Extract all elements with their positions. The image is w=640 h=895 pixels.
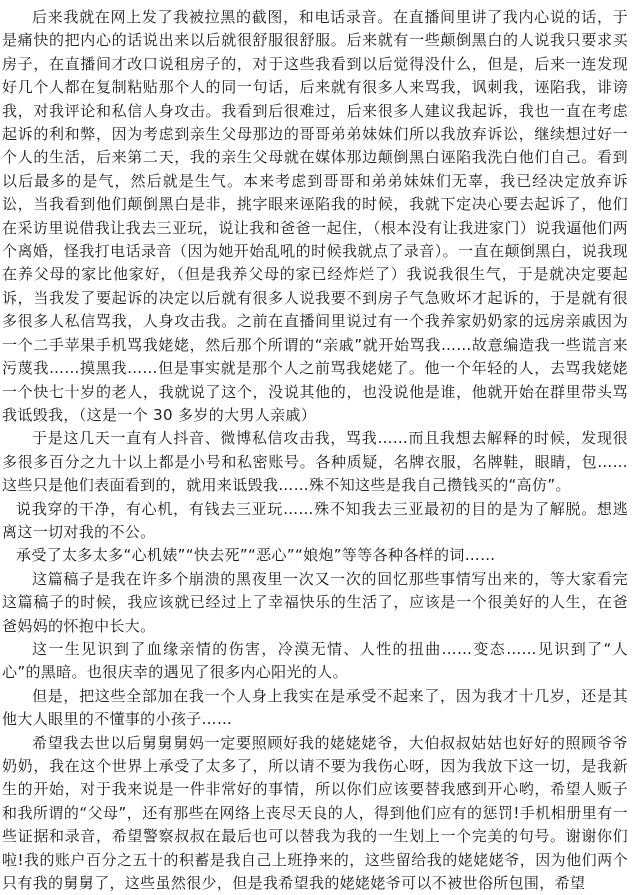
paragraph-6: 这一生见识到了血缘亲情的伤害，冷漠无情、人性的扭曲……变态……见识到了“人心”的黑暗。也很庆幸的遇见了很多内心阳光的人。 [2, 639, 628, 682]
paragraph-7: 但是，把这些全部加在我一个人身上我实在是承受不起来了，因为我才十几岁，还是其他大人眼里的不懂事的小孩子…… [2, 686, 628, 729]
paragraph-1: 后来我就在网上发了我被拉黑的截图，和电话录音。在直播间里讲了我内心说的话，于是痛快的把内心的话说出来以后就很舒服很舒服。后来就有一些颠倒黑白的人说我只要求买房子，在直播间才改口说租房子的，对于这些我看到以后觉得没什么，但是，后来一连发现好几个人都在复制粘贴那个人的同一句话，后来就有很多人来骂我，讽刺我，诬陷我，诽谤我，对我评论和私信人身攻击。我看到后很难过，后来很多人建议我起诉，我也一直在考虑起诉的利和弊，因为考虑到亲生父母那边的哥哥弟弟妹妹们所以我放弃诉讼，继续想过好一个人的生活，后来第二天，我的亲生父母就在媒体那边颠倒黑白诬陷我洗白他们自己。看到以后最多的是气，然后就是生气。本来考虑到哥哥和弟弟妹妹们无辜，我已经决定放弃诉讼，当我看到他们颠倒黑白是非，挑字眼来诬陷我的时候，我就下定决心要去起诉了，他们在采访里说借我让我去三亚玩，说让我和爸爸一起住，（根本没有让我进家门）说我逼他们两个离婚，怪我打电话录音（因为她开始乱吼的时候我就点了录音）。一直在颠倒黑白，说我现在养父母的家比他家好，（但是我养父母的家已经炸烂了）我说我很生气，于是就决定要起诉，当我发了要起诉的决定以后就有很多人说我要不到房子气急败坏才起诉的，于是就有很多很多人私信骂我，人身攻击我。之前在直播间里说过有一个我养家奶奶家的远房亲戚因为一个二手苹果手机骂我姥姥，然后那个所谓的“亲戚”就开始骂我……故意编造我一些谎言来污蔑我……摸黑我……但是事实就是那个人之前骂我姥姥了。他一个年轻的人，去骂我姥姥一个快七十岁的老人，我就说了这个，没说其他的，也没说他是谁，他就开始在群里带头骂我诋毁我，（这是一个 30 多岁的大男人亲戚） [2, 8, 628, 424]
paragraph-3: 说我穿的干净，有心机，有钱去三亚玩……殊不知我去三亚最初的目的是为了解脱。想逃离这一切对我的不公。 [2, 499, 628, 541]
paragraph-8: 希望我去世以后舅舅舅妈一定要照顾好我的姥姥姥爷，大伯叔叔姑姑也好好的照顾爷爷奶奶，我在这个世界上承受了太多了，所以请不要为我伤心呀，因为我放下这一切，是我新生的开始，对于我来说是一件非常好的事情，所以你们应该要替我感到开心哟，希望人贩子和我所谓的“父母”，还有那些在网络上丧尽天良的人，得到他们应有的惩罚!手机相册里有一些证据和录音，希望警察叔叔在最后也可以替我为我的一生划上一个完美的句号。谢谢你们啦!我的账户百分之五十的积蓄是我自己上班挣来的，这些留给我的姥姥姥爷，因为他们两个只有我的舅舅了，这些虽然很少，但是我希望我的姥姥姥爷可以不被世俗所包围，希望 [2, 733, 628, 893]
paragraph-4: 承受了太多太多“心机婊”“快去死”“恶心”“娘炮”等等各种各样的词…… [16, 546, 496, 565]
paragraph-2: 于是这几天一直有人抖音、微博私信攻击我，骂我……而且我想去解释的时候，发现很多很多百分之九十以上都是小号和私密账号。各种质疑，名牌衣服，名牌鞋，眼睛，包……这些只是他们表面看到的，就用来诋毁我……殊不知这些是我自己攒钱买的“高仿”。 [2, 429, 628, 495]
paragraph-5: 这篇稿子是我在许多个崩溃的黑夜里一次又一次的回忆那些事情写出来的，等大家看完这篇稿子的时候，我应该就已经过上了幸福快乐的生活了，应该是一个很美好的人生，在爸爸妈妈的怀抱中长大。 [2, 569, 628, 635]
